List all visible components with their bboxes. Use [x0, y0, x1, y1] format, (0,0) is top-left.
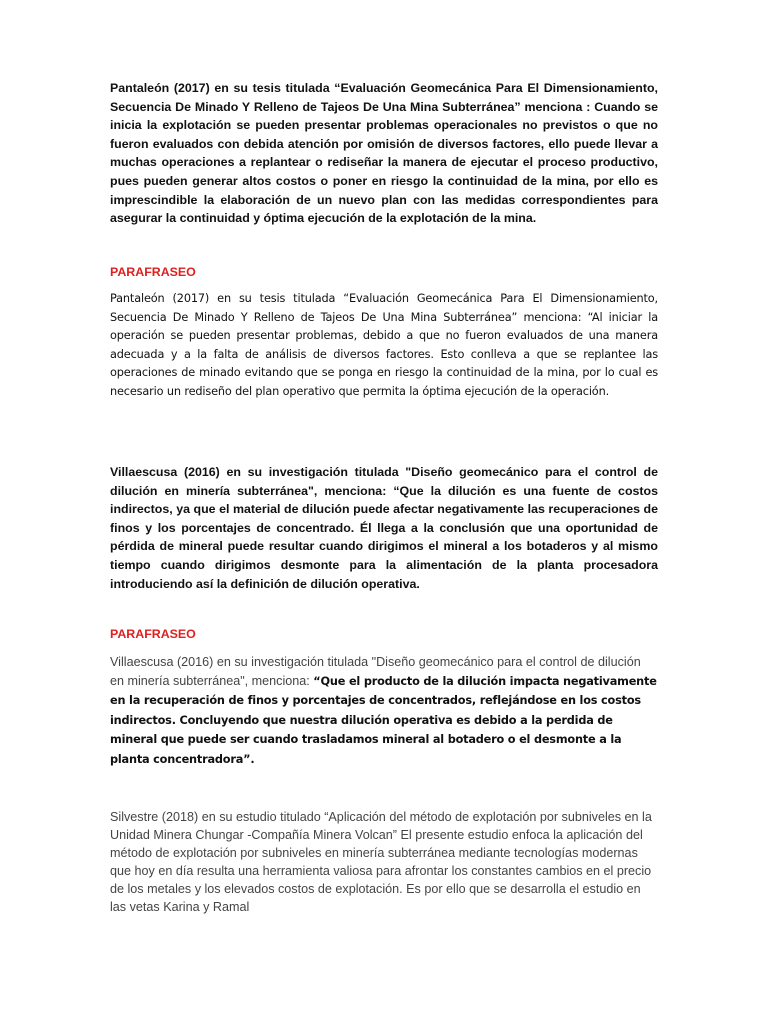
paragraph-villaescusa-quote: “Que el producto de la dilución impacta negativamente en la recuperación de finos y porcentajes de concentrados, reflejándose en los costos indirectos. Concluyendo que nuestra dilución operativa es debido a la perdida de mineral que puede ser cuando trasladamos mineral al botadero o el desmonte a la planta concentradora”. — [110, 674, 657, 766]
heading-parafraseo-1: PARAFRASEO — [110, 265, 196, 279]
paragraph-villaescusa-intro: Villaescusa (2016) en su investigación titulada "Diseño geomecánico para el control de dilución en minería subterránea", menciona: — [110, 655, 641, 688]
paragraph-villaescusa-original: Villaescusa (2016) en su investigación titulada "Diseño geomecánico para el control de dilución en minería subterránea", menciona: “Que la dilución es una fuente de costos indirectos, ya que el material de dilución puede afectar negativamente las recuperaciones de finos y los porcentajes de concentrado. Él llega a la conclusión que una oportunidad de pérdida de mineral puede resultar cuando dirigimos el mineral a los botaderos y al mismo tiempo cuando dirigimos desmonte para la alimentación de la planta procesadora introduciendo así la definición de dilución operativa. — [110, 465, 658, 591]
paragraph-pantaleon-paraphrase: Pantaleón (2017) en su tesis titulada “Evaluación Geomecánica Para El Dimensionamiento, Secuencia De Minado Y Relleno de Tajeos De Una Mina Subterránea” menciona: “Al iniciar la operación se pueden presentar problemas, debido a que no fueron evaluados de una manera adecuada y a la falta de análisis de diversos factores. Esto conlleva a que se replantee las operaciones de minado evitando que se ponga en riesgo la continuidad de la mina, por lo cual es necesario un rediseño del plan operativo que permita la óptima ejecución de la operación. — [110, 292, 658, 398]
heading-parafraseo-2: PARAFRASEO — [110, 627, 196, 641]
paragraph-pantaleon-original: Pantaleón (2017) en su tesis titulada “Evaluación Geomecánica Para El Dimensionamiento, Secuencia De Minado Y Relleno de Tajeos De Una Mina Subterránea” menciona : Cuando se inicia la explotación se pueden presentar problemas operacionales no previstos o que no fueron evaluados con debida atención por omisión de diversos factores, ello puede llevar a muchas operaciones a replantear o rediseñar la manera de ejecutar el proceso productivo, pues pueden generar altos costos o poner en riesgo la continuidad de la mina, por ello es imprescindible la elaboración de un nuevo plan con las medidas correspondientes para asegurar la continuidad y óptima ejecución de la explotación de la mina. — [110, 81, 658, 226]
paragraph-silvestre: Silvestre (2018) en su estudio titulado “Aplicación del método de explotación por subniveles en la Unidad Minera Chungar -Compañía Minera Volcan” El presente estudio enfoca la aplicación del método de explotación por subniveles en minería subterránea mediante tecnologías modernas que hoy en día resulta una herramienta valiosa para afrontar los constantes cambios en el precio de los metales y los elevados costos de explotación. Es por ello que se desarrolla el estudio en las vetas Karina y Ramal — [110, 810, 652, 914]
paragraph-villaescusa-paraphrase — [110, 653, 658, 770]
